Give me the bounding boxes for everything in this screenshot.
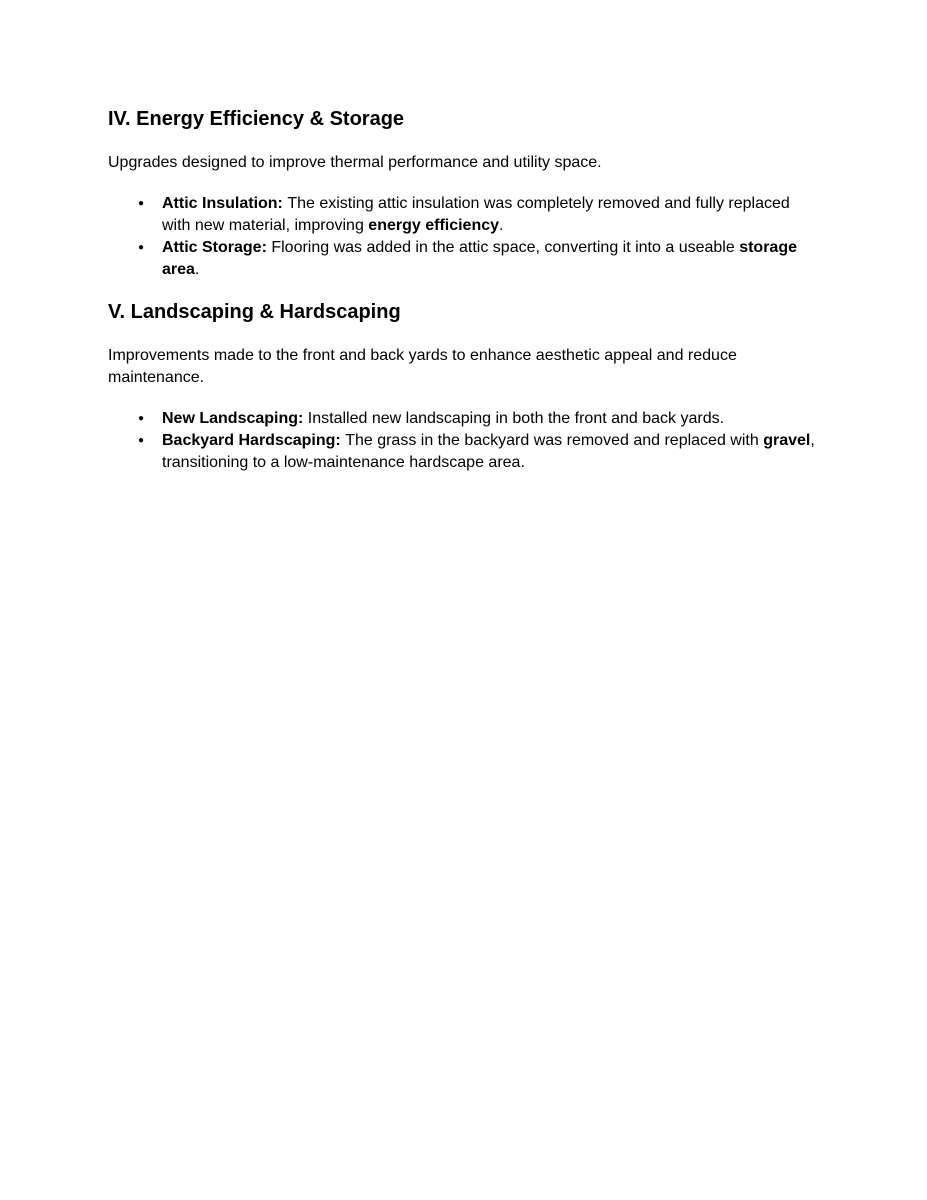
section-energy-efficiency-storage [108, 107, 818, 281]
list-item-text [162, 410, 724, 427]
section-intro-paragraph: Upgrades designed to improve thermal performance and utility space. [108, 154, 602, 171]
section-heading: IV. Energy Efficiency & Storage [108, 108, 405, 130]
bold-text-segment: storage area [162, 239, 797, 278]
text-segment: The grass in the backyard was removed and replaced with [345, 432, 764, 449]
list-item [138, 430, 818, 474]
bullet-icon: ● [138, 435, 145, 446]
bullet-icon: ● [138, 413, 145, 424]
bold-text-segment: Attic Insulation: [162, 195, 288, 212]
bold-text-segment: Backyard Hardscaping: [162, 432, 346, 449]
bold-text-segment: Attic Storage: [162, 239, 272, 256]
list-item [138, 193, 818, 237]
text-segment: Installed new landscaping in both the front and back yards. [307, 410, 725, 427]
bullet-icon: ● [138, 198, 145, 209]
text-segment: . [499, 217, 504, 234]
bold-text-segment: New Landscaping: [162, 410, 308, 427]
list-item-text [162, 195, 790, 234]
list-item-text [162, 239, 797, 278]
bullet-list [108, 408, 818, 474]
list-item [138, 237, 818, 281]
list-item-text [162, 432, 815, 471]
text-segment: Flooring was added in the attic space, converting it into a useable [271, 239, 740, 256]
bullet-list [108, 193, 818, 281]
bold-text-segment: gravel [763, 432, 811, 449]
text-segment: The existing attic insulation was completely removed and fully replaced with new material, improving [162, 195, 790, 234]
section-heading: V. Landscaping & Hardscaping [108, 301, 401, 323]
list-item [138, 408, 818, 430]
bold-text-segment: energy efficiency [368, 217, 500, 234]
bullet-icon: ● [138, 242, 145, 253]
text-segment: , transitioning to a low-maintenance hardscape area. [162, 432, 815, 471]
section-landscaping-hardscaping [108, 300, 818, 474]
section-intro-paragraph: Improvements made to the front and back yards to enhance aesthetic appeal and reduce maintenance. [108, 347, 737, 386]
text-segment: . [194, 261, 200, 278]
